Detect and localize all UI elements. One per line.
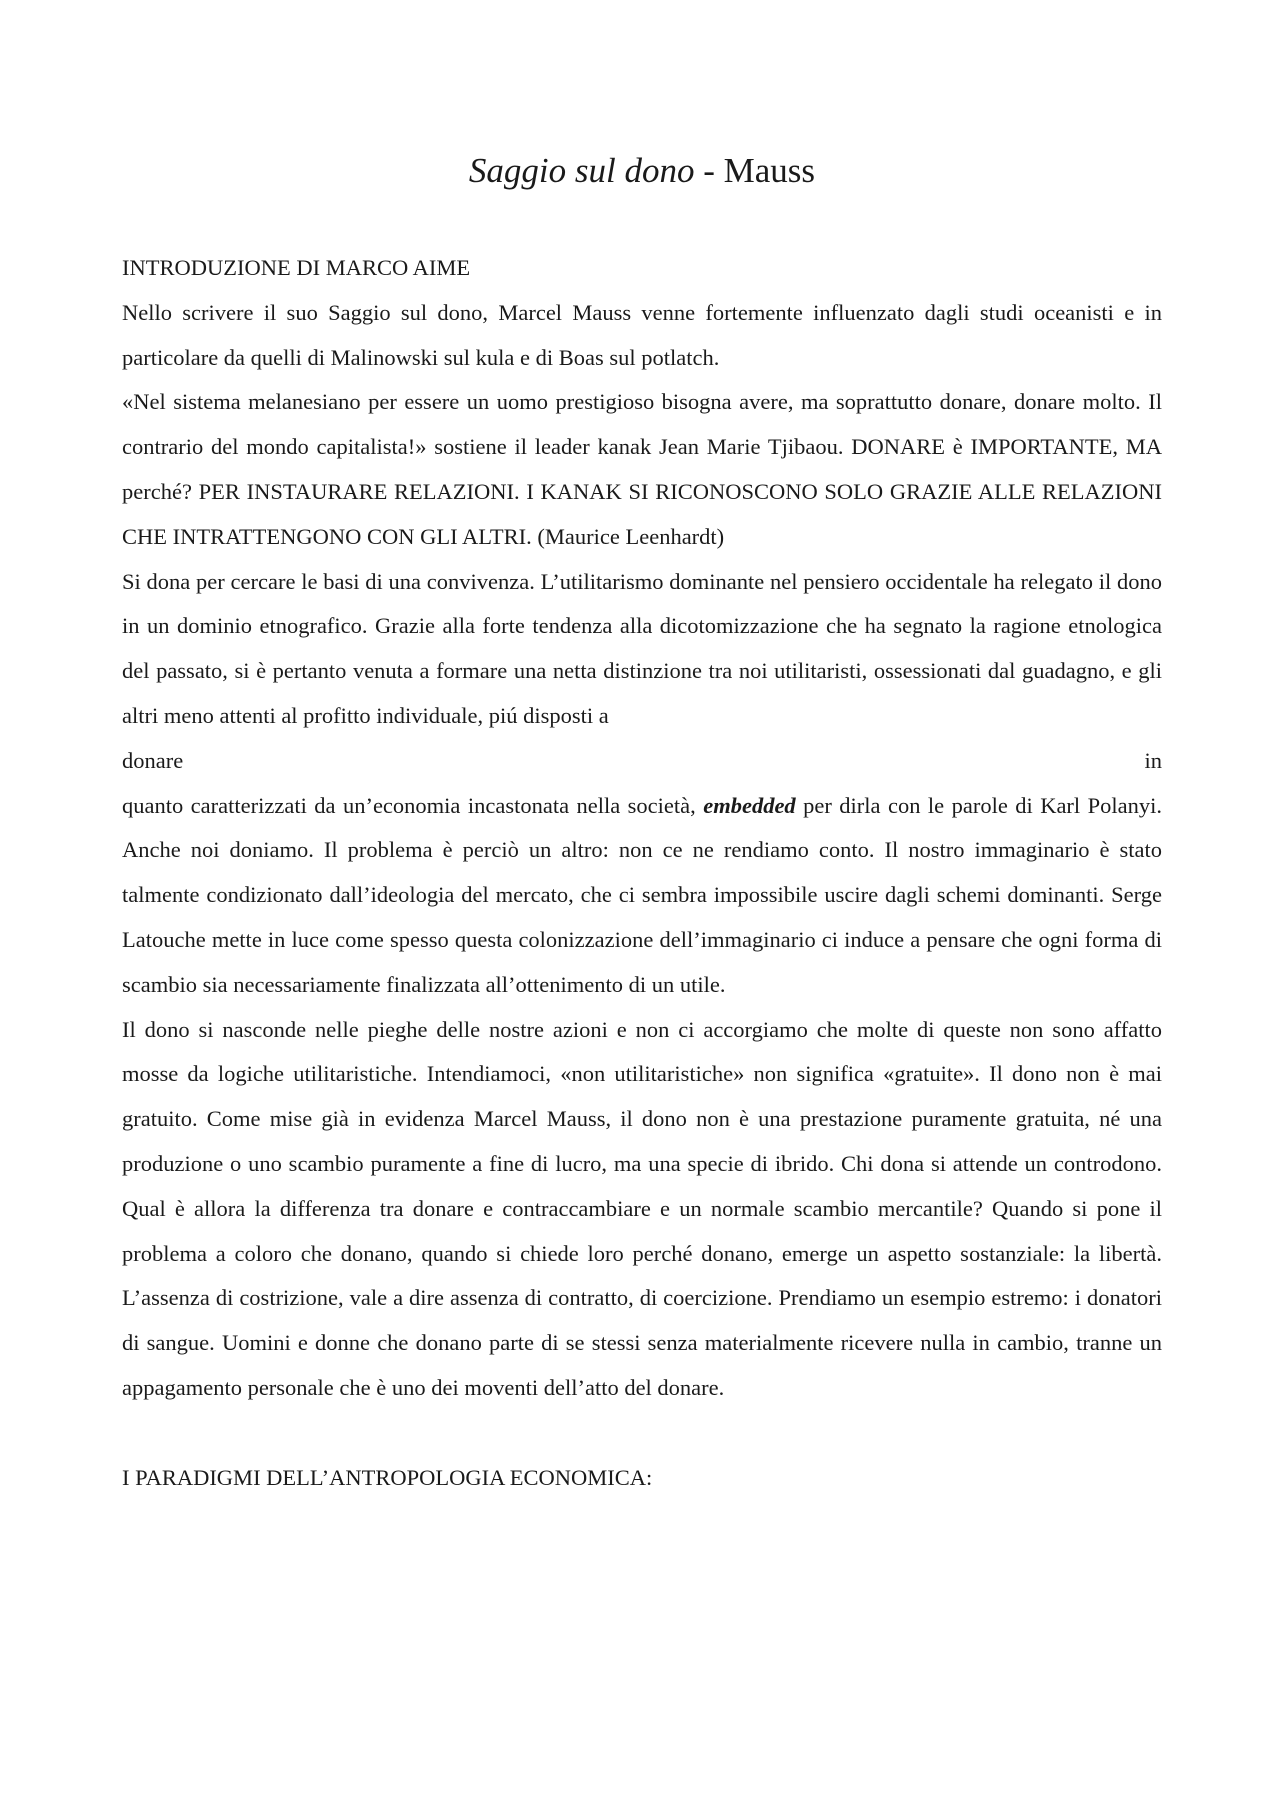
title-author-part: - Mauss: [694, 151, 816, 190]
spread-word-left: donare: [122, 747, 184, 773]
paragraph-2: «Nel sistema melanesiano per essere un uomo prestigioso bisogna avere, ma soprattutto donare, donare molto. Il contrario del mondo capitalista!» sostiene il leader kanak Jean Marie Tjibaou. DONARE è IMPORTANTE, MA perché? PER INSTAURARE RELAZIONI. I KANAK SI RICONOSCONO SOLO GRAZIE ALLE RELAZIONI CHE INTRATTENGONO CON GLI ALTRI. (Maurice Leenhardt): [122, 389, 1162, 549]
paragraph-3-spread-line: [122, 739, 1162, 784]
spread-word-right: in: [1144, 747, 1162, 773]
paragraph-3b: [122, 784, 1162, 1008]
document-page: [122, 150, 1162, 1500]
blank-line: [122, 1411, 1162, 1456]
document-title: [122, 150, 1162, 192]
emphasis-embedded: embedded: [703, 792, 796, 818]
paragraph-4: Il dono si nasconde nelle pieghe delle nostre azioni e non ci accorgiamo che molte di queste non sono affatto mosse da logiche utilitaristiche. Intendiamoci, «non utilitaristiche» non significa «gratuite». Il dono non è mai gratuito. Come mise già in evidenza Marcel Mauss, il dono non è una prestazione puramente gratuita, né una produzione o uno scambio puramente a fine di lucro, ma una specie di ibrido. Chi dona si attende un controdono. Qual è allora la differenza tra donare e contraccambiare e un normale scambio mercantile? Quando si pone il problema a coloro che donano, quando si chiede loro perché donano, emerge un aspetto sostanziale: la libertà. L’assenza di costrizione, vale a dire assenza di contratto, di coercizione. Prendiamo un esempio estremo: i donatori di sangue. Uomini e donne che donano parte di se stessi senza materialmente ricevere nulla in cambio, tranne un appagamento personale che è uno dei moventi dell’atto del donare.: [122, 1016, 1162, 1400]
paragraph-3b-before: quanto caratterizzati da un’economia incastonata nella società,: [122, 792, 704, 818]
paradigms-heading: I PARADIGMI DELL’ANTROPOLOGIA ECONOMICA:: [122, 1464, 653, 1490]
paragraph-3a: Si dona per cercare le basi di una convivenza. L’utilitarismo dominante nel pensiero occidentale ha relegato il dono in un dominio etnografico. Grazie alla forte tendenza alla dicotomizzazione che ha segnato la ragione etnologica del passato, si è pertanto venuta a formare una netta distinzione tra noi utilitaristi, ossessionati dal guadagno, e gli altri meno attenti al profitto individuale, piú disposti a: [122, 568, 1162, 728]
intro-heading: INTRODUZIONE DI MARCO AIME: [122, 255, 471, 280]
title-italic-part: Saggio sul dono: [468, 151, 695, 190]
paragraph-1: Nello scrivere il suo Saggio sul dono, Marcel Mauss venne fortemente influenzato dagli studi oceanisti e in particolare da quelli di Malinowski sul kula e di Boas sul potlatch.: [122, 299, 1162, 370]
paragraph-3b-after: per dirla con le parole di Karl Polanyi. Anche noi doniamo. Il problema è perciò un altro: non ce ne rendiamo conto. Il nostro immaginario è stato talmente condizionato dall’ideologia del mercato, che ci sembra impossibile uscire dagli schemi dominanti. Serge Latouche mette in luce come spesso questa colonizzazione dell’immaginario ci induce a pensare che ogni forma di scambio sia necessariamente finalizzata all’ottenimento di un utile.: [122, 792, 1162, 997]
